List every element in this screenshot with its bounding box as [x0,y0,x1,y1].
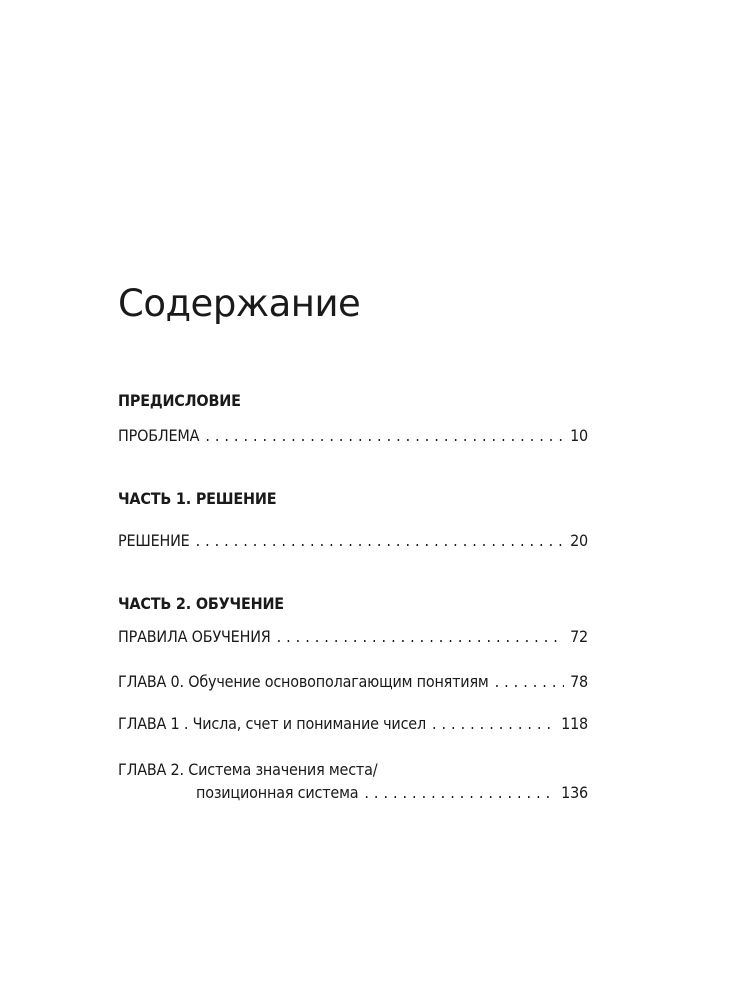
dot-leader [205,426,564,446]
dot-leader [495,672,565,692]
toc-entry-chapter-1[interactable] [118,714,588,736]
dot-leader [432,714,555,734]
toc-entry-page: 20 [570,531,588,550]
toc-entry-page: 10 [570,426,588,445]
toc-entry-label: ГЛАВА 1 . Числа, счет и понимание чисел [118,714,426,733]
toc-entry-page: 136 [561,783,588,802]
toc-entry-chapter-2[interactable] [196,783,588,805]
toc-entry-label: позиционная система [196,783,359,802]
toc-entry-page: 118 [561,714,588,733]
toc-entry-page: 78 [570,672,588,691]
page-title: Содержание [118,282,361,325]
section-heading-part1: ЧАСТЬ 1. РЕШЕНИЕ [118,489,277,508]
toc-entry-label: РЕШЕНИЕ [118,531,190,550]
toc-entry-solution[interactable] [118,531,588,553]
dot-leader [364,783,555,803]
toc-entry-label: ПРАВИЛА ОБУЧЕНИЯ [118,627,271,646]
toc-entry-label: ПРОБЛЕМА [118,426,200,445]
toc-entry-label: ГЛАВА 0. Обучение основополагающим понятиям [118,672,489,691]
dot-leader [196,531,565,551]
dot-leader [277,627,565,647]
toc-entry-chapter-0[interactable] [118,672,588,694]
toc-entry-chapter-2-line1[interactable]: ГЛАВА 2. Система значения места/ [118,760,378,779]
toc-entry-page: 72 [570,627,588,646]
toc-entry-learning-rules[interactable] [118,627,588,649]
toc-entry-problem[interactable] [118,426,588,448]
section-heading-preface: ПРЕДИСЛОВИЕ [118,391,241,410]
section-heading-part2: ЧАСТЬ 2. ОБУЧЕНИЕ [118,594,284,613]
